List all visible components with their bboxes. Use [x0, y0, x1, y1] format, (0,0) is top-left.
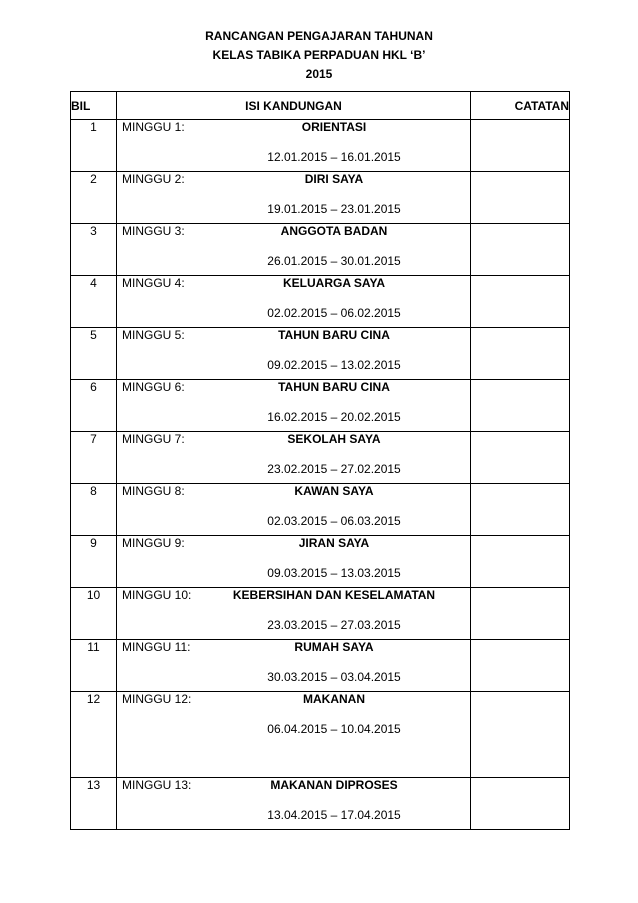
topic-title: TAHUN BARU CINA [278, 380, 390, 394]
catatan-cell [471, 640, 570, 692]
week-label: MINGGU 13: [122, 778, 192, 792]
week-label: MINGGU 4: [122, 276, 185, 290]
column-header-catatan: CATATAN [471, 92, 570, 120]
topic-title: KEBERSIHAN DAN KESELAMATAN [232, 588, 436, 602]
row-number: 3 [71, 224, 117, 276]
table-row [71, 380, 570, 432]
date-range: 12.01.2015 – 16.01.2015 [267, 150, 401, 164]
content-line [117, 778, 470, 792]
catatan-cell [471, 692, 570, 778]
topic-title: KAWAN SAYA [294, 484, 374, 498]
content-line [117, 536, 470, 550]
document-year: 2015 [305, 67, 333, 81]
content-cell [117, 276, 471, 328]
column-header-bil: BIL [71, 92, 117, 120]
date-range: 30.03.2015 – 03.04.2015 [267, 670, 401, 684]
week-label: MINGGU 3: [122, 224, 185, 238]
content-cell [117, 484, 471, 536]
date-range: 02.02.2015 – 06.02.2015 [267, 306, 401, 320]
row-number: 8 [71, 484, 117, 536]
topic-title: KELUARGA SAYA [282, 276, 386, 290]
week-label: MINGGU 5: [122, 328, 185, 342]
row-number: 2 [71, 172, 117, 224]
catatan-cell [471, 588, 570, 640]
catatan-cell [471, 328, 570, 380]
catatan-cell [471, 432, 570, 484]
row-number: 11 [71, 640, 117, 692]
row-number: 10 [71, 588, 117, 640]
content-cell [117, 224, 471, 276]
week-label: MINGGU 11: [122, 640, 191, 654]
row-number: 9 [71, 536, 117, 588]
content-line [117, 640, 470, 654]
table-row [71, 484, 570, 536]
table-row [71, 224, 570, 276]
content-cell [117, 380, 471, 432]
content-cell [117, 778, 471, 830]
content-line [117, 120, 470, 134]
plan-table [70, 91, 570, 830]
topic-title: ANGGOTA BADAN [280, 224, 388, 238]
catatan-cell [471, 120, 570, 172]
content-line [117, 224, 470, 238]
date-range: 19.01.2015 – 23.01.2015 [267, 202, 401, 216]
date-range: 13.04.2015 – 17.04.2015 [267, 808, 401, 822]
content-cell [117, 588, 471, 640]
table-row [71, 536, 570, 588]
catatan-cell [471, 380, 570, 432]
catatan-cell [471, 536, 570, 588]
content-cell [117, 172, 471, 224]
week-label: MINGGU 1: [122, 120, 185, 134]
content-cell [117, 692, 471, 778]
table-row [71, 328, 570, 380]
date-range: 23.03.2015 – 27.03.2015 [267, 618, 401, 632]
table-row [71, 120, 570, 172]
content-cell [117, 328, 471, 380]
row-number: 1 [71, 120, 117, 172]
topic-title: SEKOLAH SAYA [287, 432, 381, 446]
catatan-cell [471, 172, 570, 224]
topic-title: MAKANAN DIPROSES [270, 778, 398, 792]
date-range: 06.04.2015 – 10.04.2015 [267, 722, 401, 736]
content-cell [117, 432, 471, 484]
week-label: MINGGU 12: [122, 692, 192, 706]
week-label: MINGGU 6: [122, 380, 185, 394]
topic-title: DIRI SAYA [304, 172, 364, 186]
topic-title: JIRAN SAYA [298, 536, 370, 550]
table-body [71, 120, 570, 830]
row-number: 13 [71, 778, 117, 830]
week-label: MINGGU 7: [122, 432, 185, 446]
row-number: 4 [71, 276, 117, 328]
table-row [71, 778, 570, 830]
table-row [71, 640, 570, 692]
week-label: MINGGU 2: [122, 172, 185, 186]
topic-title: MAKANAN [303, 692, 365, 706]
date-range: 16.02.2015 – 20.02.2015 [267, 410, 401, 424]
document-header [0, 27, 638, 84]
row-number: 6 [71, 380, 117, 432]
document-title: RANCANGAN PENGAJARAN TAHUNAN [205, 29, 433, 43]
week-label: MINGGU 10: [122, 588, 192, 602]
row-number: 5 [71, 328, 117, 380]
date-range: 09.03.2015 – 13.03.2015 [267, 566, 401, 580]
content-cell [117, 536, 471, 588]
catatan-cell [471, 276, 570, 328]
table-row [71, 692, 570, 778]
content-line [117, 432, 470, 446]
content-cell [117, 120, 471, 172]
content-line [117, 484, 470, 498]
document-subtitle: KELAS TABIKA PERPADUAN HKL ‘B’ [212, 48, 426, 62]
content-line [117, 588, 470, 602]
content-cell [117, 640, 471, 692]
catatan-cell [471, 484, 570, 536]
catatan-cell [471, 778, 570, 830]
content-line [117, 692, 470, 706]
date-range: 09.02.2015 – 13.02.2015 [267, 358, 401, 372]
content-line [117, 276, 470, 290]
row-number: 7 [71, 432, 117, 484]
table-row [71, 432, 570, 484]
content-line [117, 380, 470, 394]
catatan-cell [471, 224, 570, 276]
date-range: 02.03.2015 – 06.03.2015 [267, 514, 401, 528]
table-row [71, 588, 570, 640]
table-row [71, 172, 570, 224]
week-label: MINGGU 9: [122, 536, 185, 550]
table-header-row [71, 92, 570, 120]
topic-title: RUMAH SAYA [294, 640, 374, 654]
topic-title: TAHUN BARU CINA [278, 328, 390, 342]
content-line [117, 328, 470, 342]
table-row [71, 276, 570, 328]
content-line [117, 172, 470, 186]
topic-title: ORIENTASI [301, 120, 367, 134]
row-number: 12 [71, 692, 117, 778]
column-header-isi-kandungan: ISI KANDUNGAN [117, 92, 471, 120]
date-range: 23.02.2015 – 27.02.2015 [267, 462, 401, 476]
week-label: MINGGU 8: [122, 484, 185, 498]
date-range: 26.01.2015 – 30.01.2015 [267, 254, 401, 268]
